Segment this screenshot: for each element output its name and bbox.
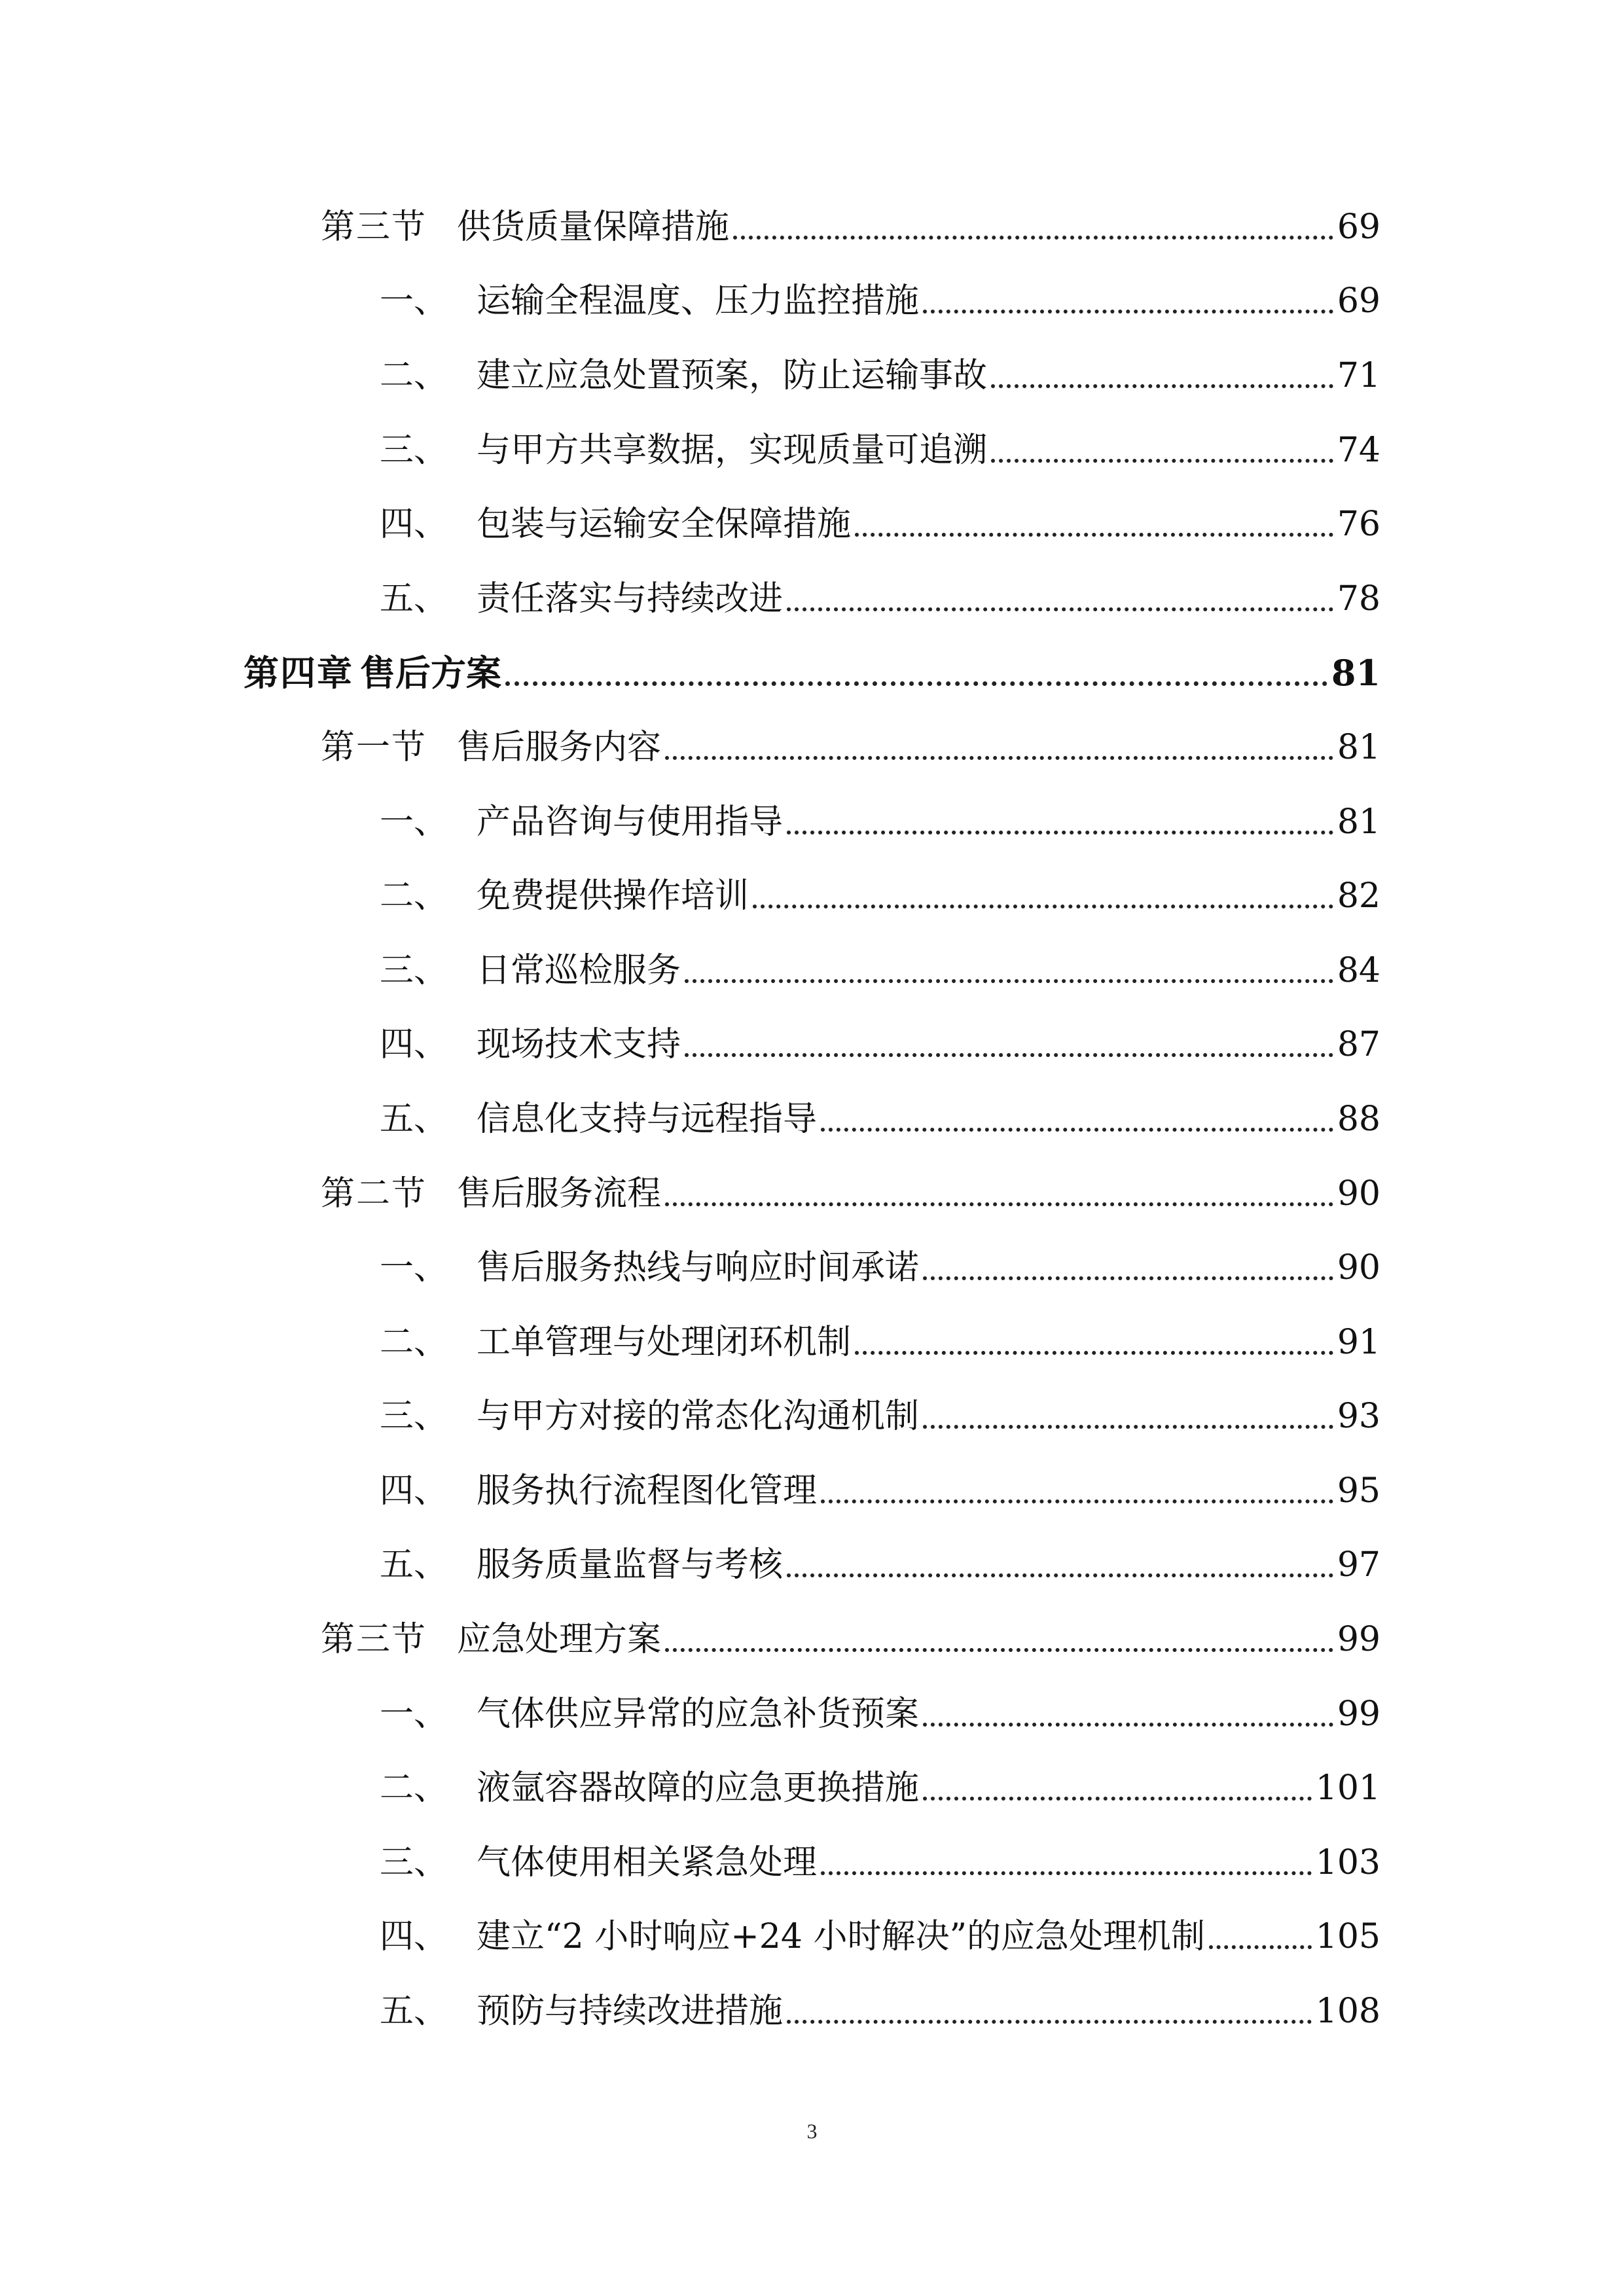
toc-entry-page: 71 <box>1337 355 1380 395</box>
toc-entry-title: 信息化支持与远程指导 <box>477 1099 818 1139</box>
toc-entry-page: 95 <box>1337 1471 1380 1511</box>
toc-entry-title: 责任落实与持续改进 <box>477 579 784 619</box>
toc-entry-number: 五、 <box>380 579 448 619</box>
dot-leader <box>685 979 1333 983</box>
dot-leader <box>821 1499 1333 1503</box>
dot-leader <box>733 236 1333 240</box>
toc-entry-item[interactable] <box>0 1751 1624 1825</box>
toc-entry-item[interactable] <box>0 1825 1624 1900</box>
toc-entry-item[interactable] <box>0 785 1624 859</box>
toc-entry-item[interactable] <box>0 1677 1624 1751</box>
toc-entry-page: 87 <box>1337 1025 1380 1065</box>
toc-entry-page: 103 <box>1315 1842 1380 1882</box>
toc-entry-number: 一、 <box>380 1248 448 1288</box>
toc-entry-title: 建立“2 小时响应+24 小时解决”的应急处理机制 <box>477 1917 1206 1957</box>
toc-entry-page: 90 <box>1337 1248 1380 1288</box>
dot-leader <box>787 831 1333 834</box>
toc-entry-number: 四、 <box>380 1025 448 1065</box>
toc-entry-number: 第一节 <box>321 727 427 767</box>
page-number: 3 <box>806 2119 818 2143</box>
dot-leader <box>787 607 1333 611</box>
toc-entry-number: 四、 <box>380 1917 448 1957</box>
toc-entry-item[interactable] <box>0 1008 1624 1083</box>
toc-entry-number: 二、 <box>380 355 448 395</box>
toc-entry-title: 供货质量保障措施 <box>457 207 730 247</box>
toc-entry-page: 78 <box>1337 579 1380 619</box>
toc-entry-section[interactable] <box>0 190 1624 264</box>
toc-entry-page: 99 <box>1337 1620 1380 1660</box>
toc-entry-number: 第三节 <box>321 1620 427 1660</box>
toc-entry-number: 三、 <box>380 950 448 990</box>
toc-entry-item[interactable] <box>0 487 1624 562</box>
toc-entry-title: 免费提供操作培训 <box>477 876 749 916</box>
toc-entry-title: 现场技术支持 <box>477 1025 681 1065</box>
toc-entry-title: 服务执行流程图化管理 <box>477 1471 818 1511</box>
toc-entry-page: 93 <box>1337 1397 1380 1437</box>
toc-entry-title: 与甲方共享数据，实现质量可追溯 <box>477 430 988 470</box>
dot-leader <box>923 1276 1333 1280</box>
toc-entry-section[interactable] <box>0 1602 1624 1677</box>
dot-leader <box>923 1797 1312 1801</box>
toc-entry-section[interactable] <box>0 1157 1624 1231</box>
dot-leader <box>665 756 1333 760</box>
toc-entry-item[interactable] <box>0 1454 1624 1528</box>
dot-leader <box>923 1425 1333 1429</box>
toc-entry-title: 气体供应异常的应急补货预案 <box>477 1694 920 1734</box>
toc-entry-number: 第三节 <box>321 207 427 247</box>
toc-entry-title: 服务质量监督与考核 <box>477 1545 784 1585</box>
toc-entry-item[interactable] <box>0 413 1624 488</box>
toc-entry-number: 一、 <box>380 1694 448 1734</box>
toc-entry-title: 气体使用相关紧急处理 <box>477 1842 818 1882</box>
toc-entry-number: 二、 <box>380 1322 448 1362</box>
toc-entry-number: 第二节 <box>321 1174 427 1213</box>
dot-leader <box>505 681 1327 686</box>
toc-entry-title: 日常巡检服务 <box>477 950 681 990</box>
toc-entry-chapter[interactable] <box>0 636 1624 711</box>
toc-entry-number: 二、 <box>380 1768 448 1808</box>
toc-entry-item[interactable] <box>0 562 1624 636</box>
toc-entry-number: 三、 <box>380 1842 448 1882</box>
toc-entry-page: 69 <box>1337 281 1380 321</box>
toc-entry-page: 97 <box>1337 1545 1380 1585</box>
dot-leader <box>685 1053 1333 1057</box>
toc-entry-item[interactable] <box>0 859 1624 933</box>
toc-entry-number: 第四章 <box>244 652 353 694</box>
toc-entry-title: 液氩容器故障的应急更换措施 <box>477 1768 920 1808</box>
toc-entry-title: 售后服务流程 <box>457 1174 662 1213</box>
toc-entry-number: 一、 <box>380 802 448 842</box>
dot-leader <box>923 1723 1333 1727</box>
dot-leader <box>821 1871 1312 1875</box>
toc-entry-page: 69 <box>1337 207 1380 247</box>
toc-entry-item[interactable] <box>0 1305 1624 1380</box>
toc-entry-page: 91 <box>1337 1322 1380 1362</box>
toc-entry-page: 84 <box>1337 950 1380 990</box>
toc-entry-item[interactable] <box>0 1082 1624 1157</box>
dot-leader <box>787 1573 1333 1577</box>
toc-entry-page: 99 <box>1337 1694 1380 1734</box>
dot-leader <box>991 459 1333 463</box>
toc-entry-item[interactable] <box>0 1230 1624 1305</box>
dot-leader <box>991 384 1333 388</box>
toc-entry-page: 81 <box>1337 727 1380 767</box>
toc-entry-number: 二、 <box>380 876 448 916</box>
dot-leader <box>665 1202 1333 1206</box>
toc-entry-title: 运输全程温度、压力监控措施 <box>477 281 920 321</box>
toc-entry-title: 建立应急处置预案，防止运输事故 <box>477 355 988 395</box>
toc-entry-page: 105 <box>1315 1917 1380 1957</box>
toc-entry-title: 应急处理方案 <box>457 1620 662 1660</box>
toc-entry-page: 108 <box>1315 1992 1380 2032</box>
dot-leader <box>821 1128 1333 1132</box>
toc-entry-title: 产品咨询与使用指导 <box>477 802 784 842</box>
toc-entry-page: 74 <box>1337 430 1380 470</box>
toc-entry-page: 82 <box>1337 876 1380 916</box>
toc-entry-title: 预防与持续改进措施 <box>477 1992 784 2032</box>
toc-entry-item[interactable] <box>0 338 1624 413</box>
toc-entry-section[interactable] <box>0 710 1624 785</box>
dot-leader <box>665 1648 1333 1652</box>
dot-leader <box>855 1351 1333 1355</box>
toc-entry-number: 四、 <box>380 1471 448 1511</box>
toc-entry-number: 五、 <box>380 1992 448 2032</box>
toc-entry-page: 81 <box>1331 652 1380 694</box>
toc-entry-title: 售后服务内容 <box>457 727 662 767</box>
toc-entry-page: 90 <box>1337 1174 1380 1213</box>
toc-entry-title: 与甲方对接的常态化沟通机制 <box>477 1397 920 1437</box>
toc-entry-title: 售后服务热线与响应时间承诺 <box>477 1248 920 1288</box>
toc-entry-item[interactable] <box>0 1900 1624 1975</box>
toc-entry-number: 三、 <box>380 430 448 470</box>
toc-entry-page: 88 <box>1337 1099 1380 1139</box>
toc-entry-title: 售后方案 <box>360 652 501 694</box>
dot-leader <box>923 310 1333 314</box>
dot-leader <box>855 533 1333 537</box>
toc-entry-number: 五、 <box>380 1545 448 1585</box>
toc-entry-page: 101 <box>1315 1768 1380 1808</box>
dot-leader <box>753 905 1333 908</box>
toc-entry-item[interactable] <box>0 1974 1624 2049</box>
dot-leader <box>1209 1945 1312 1949</box>
toc-entry-page: 76 <box>1337 505 1380 545</box>
toc-entry-number: 五、 <box>380 1099 448 1139</box>
toc-entry-title: 包装与运输安全保障措施 <box>477 505 852 545</box>
toc-entry-number: 一、 <box>380 281 448 321</box>
toc-entry-item[interactable] <box>0 933 1624 1008</box>
toc-entry-page: 81 <box>1337 802 1380 842</box>
toc-entry-number: 三、 <box>380 1397 448 1437</box>
toc-entry-item[interactable] <box>0 1528 1624 1603</box>
table-of-contents <box>0 190 1624 2049</box>
dot-leader <box>787 2020 1312 2024</box>
toc-entry-number: 四、 <box>380 505 448 545</box>
toc-entry-item[interactable] <box>0 1380 1624 1454</box>
toc-entry-title: 工单管理与处理闭环机制 <box>477 1322 852 1362</box>
toc-entry-item[interactable] <box>0 264 1624 339</box>
